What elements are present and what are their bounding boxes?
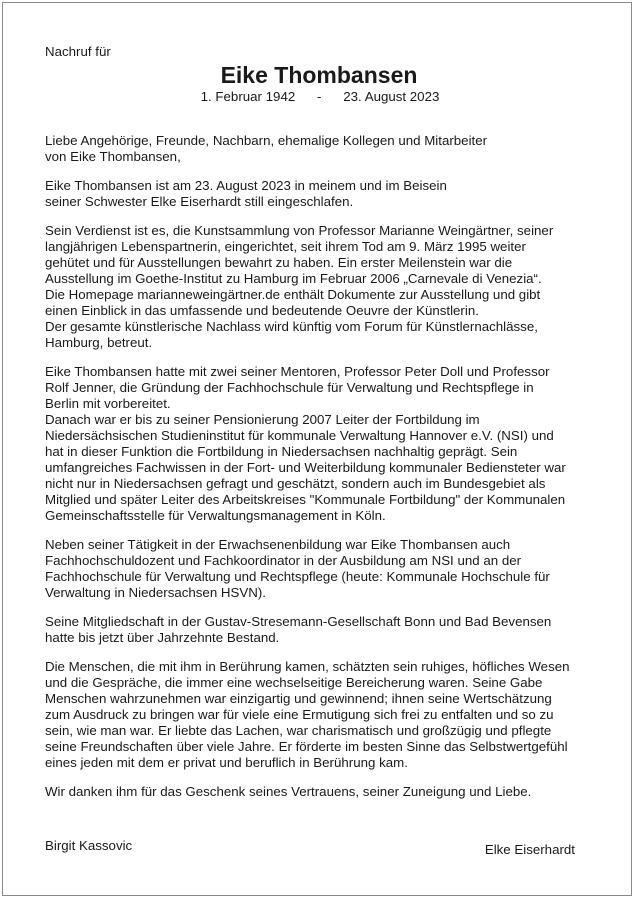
paragraph-line: Danach war er bis zu seiner Pensionierung 2007 Leiter der Fortbildung im [45, 412, 480, 427]
paragraph [45, 364, 605, 524]
paragraph-line: sein, wie man war. Er liebte das Lachen, war charismatisch und großzügig und pflegte [45, 723, 552, 738]
paragraph-line: Eike Thombansen hatte mit zwei seiner Mentoren, Professor Peter Doll und Professor [45, 364, 550, 379]
paragraph-line: Hamburg, betreut. [45, 335, 153, 350]
paragraph-line: langjährigen Lebenspartnerin, eingerichtet, seit ihrem Tod am 9. März 1995 weiter [45, 239, 526, 254]
deceased-name: Eike Thombansen [220, 62, 418, 88]
paragraph-line: Rolf Jenner, die Gründung der Fachhochschule für Verwaltung und Rechtspflege in [45, 380, 534, 395]
paragraph-line: von Eike Thombansen, [45, 149, 181, 164]
paragraph-line: und die Gespräche, die immer eine wechselseitige Bereicherung waren. Seine Gabe [45, 675, 543, 690]
paragraph-line: hat in dieser Funktion die Fortbildung in Niedersachsen nachhaltig geprägt. Sein [45, 444, 518, 459]
paragraph-line: Wir danken ihm für das Geschenk seines Vertrauens, seiner Zuneigung und Liebe. [45, 784, 532, 799]
obituary-body [45, 133, 605, 800]
paragraph-line: eines jeden mit dem er privat und beruflich in Berührung kam. [45, 755, 408, 770]
paragraph-line: Der gesamte künstlerische Nachlass wird künftig vom Forum für Künstlernachlässe, [45, 319, 538, 334]
paragraph-line: seiner Schwester Elke Eiserhardt still eingeschlafen. [45, 194, 354, 209]
paragraph-line: Gemeinschaftsstelle für Verwaltungsmanagement in Köln. [45, 508, 386, 523]
death-date: 23. August 2023 [343, 89, 440, 104]
paragraph-line: Die Menschen, die mit ihm in Berührung kamen, schätzten sein ruhiges, höfliches Wesen [45, 659, 570, 674]
paragraph-line: Liebe Angehörige, Freunde, Nachbarn, ehemalige Kollegen und Mitarbeiter [45, 133, 488, 148]
paragraph [45, 537, 605, 601]
paragraph-line: gehütet und für Ausstellungen bewahrt zu haben. Ein erster Meilenstein war die [45, 255, 513, 270]
paragraph-line: Eike Thombansen ist am 23. August 2023 in meinem und im Beisein [45, 178, 447, 193]
paragraph-line: Neben seiner Tätigkeit in der Erwachsenenbildung war Eike Thombansen auch [45, 537, 511, 552]
paragraph-line: umfangreiches Fachwissen in der Fort- und Weiterbildung kommunaler Bediensteter war [45, 460, 566, 475]
paragraph-line: einen Einblick in das umfassende und bedeutende Oeuvre der Künstlerin. [45, 303, 479, 318]
paragraph-line: Fachhochschuldozent und Fachkoordinator in der Ausbildung am NSI und an der [45, 553, 522, 568]
signature-right: Elke Eiserhardt [484, 842, 575, 857]
paragraph-line: Seine Mitgliedschaft in der Gustav-Stresemann-Gesellschaft Bonn und Bad Bevensen [45, 614, 552, 629]
paragraph-line: Mitglied und später Leiter des Arbeitskreises "Kommunale Fortbildung" der Kommunalen [45, 492, 566, 507]
paragraph-line: Berlin mit vorbereitet. [45, 396, 171, 411]
paragraph [45, 659, 605, 771]
paragraph-line: Niedersächsischen Studieninstitut für kommunale Verwaltung Hannover e.V. (NSI) und [45, 428, 554, 443]
signature-left: Birgit Kassovic [45, 838, 133, 853]
obituary-content [45, 44, 605, 813]
paragraph [45, 178, 605, 210]
paragraph-line: zum Ausdruck zu bringen war für viele eine Ermutigung sich frei zu entfalten und so zu [45, 707, 554, 722]
life-dates [45, 89, 605, 105]
paragraph [45, 614, 605, 646]
paragraph-line: Menschen wahrzunehmen war einzigartig und gewinnend; ihnen seine Wertschätzung [45, 691, 552, 706]
paragraph [45, 133, 605, 165]
paragraph [45, 223, 605, 351]
paragraph-line: nicht nur in Niedersachsen gefragt und geschätzt, sondern auch im Bundesgebiet als [45, 476, 546, 491]
paragraph-line: Ausstellung im Goethe-Institut zu Hamburg im Februar 2006 „Carnevale di Venezia“. [45, 271, 542, 286]
paragraph-line: Fachhochschule für Verwaltung und Rechtspflege (heute: Kommunale Hochschule für [45, 569, 550, 584]
paragraph-line: seine Freundschaften über viele Jahre. Er förderte im besten Sinne das Selbstwertgefühl [45, 739, 568, 754]
date-separator: - [317, 89, 322, 104]
birth-date: 1. Februar 1942 [200, 89, 296, 104]
paragraph-line: Verwaltung in Niedersachsen HSVN). [45, 585, 266, 600]
obituary-intro: Nachruf für [45, 44, 111, 59]
paragraph [45, 784, 605, 800]
paragraph-line: hatte bis jetzt über Jahrzehnte Bestand. [45, 630, 280, 645]
paragraph-line: Sein Verdienst ist es, die Kunstsammlung von Professor Marianne Weingärtner, seiner [45, 223, 554, 238]
paragraph-line: Die Homepage marianneweingärtner.de enthält Dokumente zur Ausstellung und gibt [45, 287, 541, 302]
